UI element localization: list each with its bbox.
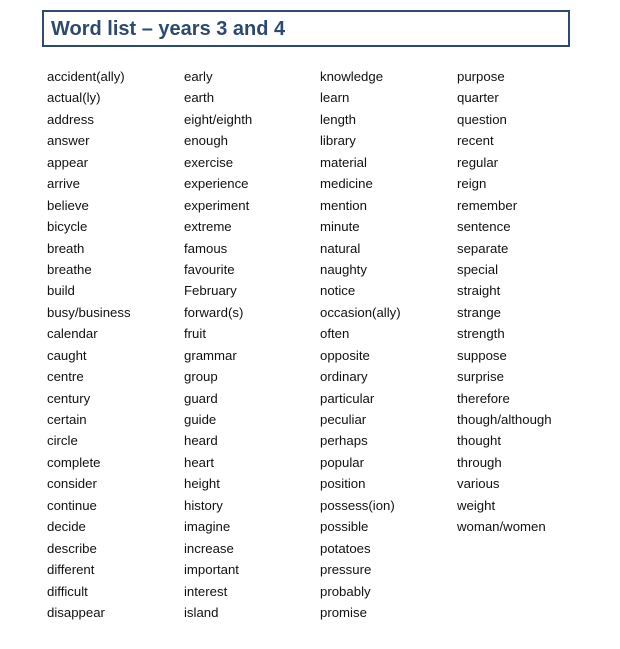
word-item: strength xyxy=(457,326,505,342)
word-item: certain xyxy=(47,412,87,427)
word-item: group xyxy=(184,369,218,385)
word-item: important xyxy=(184,562,239,578)
word-item: occasion(ally) xyxy=(320,304,401,320)
word-item: knowledge xyxy=(320,69,384,84)
word-item: straight xyxy=(457,283,501,299)
word-item: disappear xyxy=(47,604,105,620)
word-item: perhaps xyxy=(320,433,368,449)
word-item: forward(s) xyxy=(184,304,244,320)
word-item: calendar xyxy=(47,326,98,342)
word-item: possible xyxy=(320,519,369,535)
word-item: experience xyxy=(184,176,249,192)
word-item: difficult xyxy=(47,583,88,599)
word-item: favourite xyxy=(184,261,235,277)
word-item: imagine xyxy=(184,519,231,535)
word-item: sentence xyxy=(457,219,511,235)
page-title: Word list – years 3 and 4 xyxy=(51,18,286,40)
word-item: special xyxy=(457,261,499,277)
word-item: century xyxy=(47,390,91,406)
word-column-3 xyxy=(320,66,401,623)
word-item: opposite xyxy=(320,347,370,363)
word-item: breath xyxy=(47,240,85,256)
word-item: question xyxy=(457,111,507,127)
word-item: centre xyxy=(47,369,84,385)
word-item: February xyxy=(184,283,237,299)
word-item: quarter xyxy=(457,90,499,106)
word-item: often xyxy=(320,326,350,342)
word-item: popular xyxy=(320,454,364,470)
word-item: complete xyxy=(47,454,101,470)
word-item: ordinary xyxy=(320,369,368,385)
word-item: eight/eighth xyxy=(184,111,253,127)
word-item: therefore xyxy=(457,390,510,406)
word-item: various xyxy=(457,476,500,492)
word-item: consider xyxy=(47,476,97,492)
word-item: recent xyxy=(457,133,494,149)
word-item: history xyxy=(184,497,223,513)
word-item: build xyxy=(47,283,75,299)
word-item: naughty xyxy=(320,261,367,277)
word-item: breathe xyxy=(47,261,92,277)
word-item: potatoes xyxy=(320,540,371,556)
word-item: island xyxy=(184,604,219,620)
word-item: weight xyxy=(457,497,496,513)
word-item: guide xyxy=(184,412,217,427)
title-box xyxy=(42,10,570,47)
word-item: height xyxy=(184,476,220,492)
word-item: answer xyxy=(47,133,90,149)
word-item: guard xyxy=(184,390,218,406)
word-item: early xyxy=(184,69,213,84)
word-item: suppose xyxy=(457,347,507,363)
word-item: caught xyxy=(47,347,87,363)
word-item: decide xyxy=(47,519,86,535)
word-item: heart xyxy=(184,454,215,470)
word-item: surprise xyxy=(457,369,504,385)
word-item: believe xyxy=(47,197,89,213)
word-item: possess(ion) xyxy=(320,497,395,513)
word-item: interest xyxy=(184,583,228,599)
word-item: grammar xyxy=(184,347,237,363)
word-item: appear xyxy=(47,154,89,170)
word-item: length xyxy=(320,111,356,127)
word-column-1 xyxy=(47,66,131,623)
word-item: accident(ally) xyxy=(47,69,125,84)
word-item: peculiar xyxy=(320,412,367,427)
word-item: busy/business xyxy=(47,304,131,320)
word-item: extreme xyxy=(184,219,232,235)
word-item: notice xyxy=(320,283,356,299)
word-item: probably xyxy=(320,583,371,599)
word-item: medicine xyxy=(320,176,373,192)
word-item: promise xyxy=(320,604,367,620)
word-item: library xyxy=(320,133,356,149)
word-item: learn xyxy=(320,90,350,106)
word-item: describe xyxy=(47,540,97,556)
word-column-4 xyxy=(457,66,552,538)
word-item: thought xyxy=(457,433,501,449)
word-item: material xyxy=(320,154,367,170)
word-item: mention xyxy=(320,197,367,213)
word-item: fruit xyxy=(184,326,206,342)
word-item: minute xyxy=(320,219,360,235)
word-item: arrive xyxy=(47,176,80,192)
word-item: particular xyxy=(320,390,375,406)
word-item: actual(ly) xyxy=(47,90,101,106)
word-item: circle xyxy=(47,433,78,449)
word-item: enough xyxy=(184,133,229,149)
word-item: purpose xyxy=(457,69,505,84)
word-item: reign xyxy=(457,176,487,192)
word-item: woman/women xyxy=(457,519,546,535)
word-column-2 xyxy=(184,66,252,623)
word-item: increase xyxy=(184,540,234,556)
word-item: experiment xyxy=(184,197,250,213)
word-item: position xyxy=(320,476,366,492)
word-item: though/although xyxy=(457,412,552,427)
word-item: through xyxy=(457,454,502,470)
word-item: earth xyxy=(184,90,215,106)
word-item: heard xyxy=(184,433,218,449)
word-item: different xyxy=(47,562,95,578)
word-item: pressure xyxy=(320,562,372,578)
word-item: address xyxy=(47,111,94,127)
word-item: remember xyxy=(457,197,518,213)
word-item: exercise xyxy=(184,154,234,170)
word-item: bicycle xyxy=(47,219,88,235)
word-item: separate xyxy=(457,240,509,256)
word-item: natural xyxy=(320,240,361,256)
word-item: regular xyxy=(457,154,499,170)
word-item: continue xyxy=(47,497,97,513)
word-item: strange xyxy=(457,304,501,320)
word-item: famous xyxy=(184,240,228,256)
